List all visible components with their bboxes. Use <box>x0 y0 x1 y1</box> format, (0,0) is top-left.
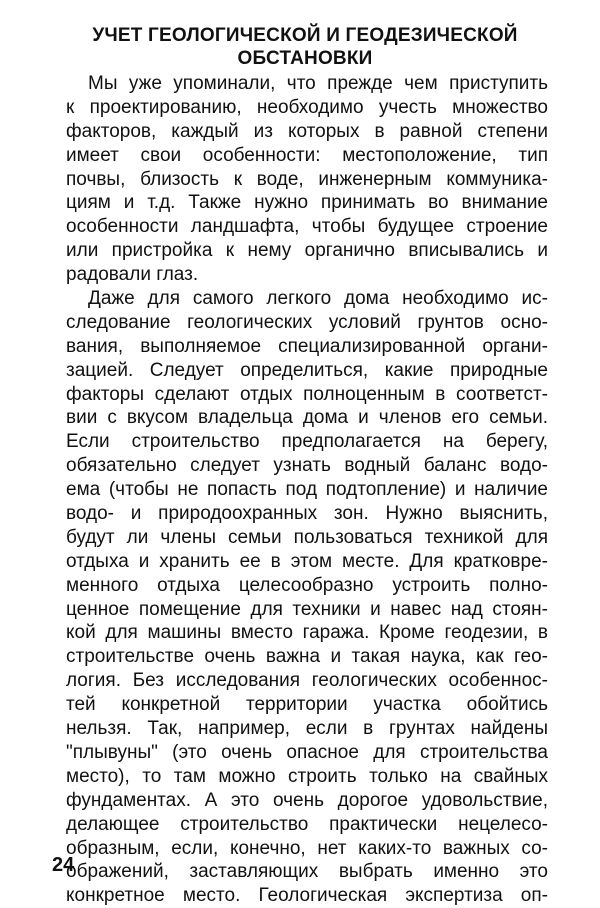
text-line: почвы, близость к воде, инженерным коммуника- <box>66 168 548 190</box>
body-text <box>66 72 548 908</box>
text-line: вания, выполняемое специализированной органи- <box>66 335 548 357</box>
text-line: вии с вкусом владельца дома и членов его семьи. <box>66 407 548 429</box>
text-line: факторов, каждый из которых в равной степени <box>66 120 548 142</box>
text-line: отдыха и хранить ее в этом месте. Для кратковре- <box>66 550 548 572</box>
text-line: "плывуны" (это очень опасное для строительства <box>66 741 548 763</box>
text-line: логия. Без исследования геологических особеннос- <box>66 670 548 692</box>
text-line: фундаментах. А это очень дорогое удовольствие, <box>66 789 548 811</box>
text-line: радовали глаз. <box>66 264 199 286</box>
text-line: факторы сделают отдых полноценным в соответст- <box>66 383 548 405</box>
heading-line: ОБСТАНОВКИ <box>237 48 373 69</box>
text-line: тей конкретной территории участка обойтись <box>66 694 548 716</box>
text-line: ображений, заставляющих выбрать именно это <box>66 861 548 883</box>
heading-line: УЧЕТ ГЕОЛОГИЧЕСКОЙ И ГЕОДЕЗИЧЕСКОЙ <box>92 25 518 46</box>
text-line: кой для машины вместо гаража. Кроме геодезии, в <box>66 622 548 644</box>
text-line: Даже для самого легкого дома необходимо ис- <box>88 288 548 310</box>
text-line: или пристройка к нему органично вписывались и <box>66 240 548 262</box>
text-line: особенности ландшафта, чтобы будущее строение <box>66 216 548 238</box>
text-line: делающее строительство практически нецелесо- <box>66 813 548 835</box>
text-line: место), то там можно строить только на свайных <box>66 765 548 787</box>
text-line: зацией. Следует определиться, какие природные <box>66 359 548 381</box>
text-line: нельзя. Так, например, если в грунтах найдены <box>66 718 548 740</box>
text-line: Если строительство предполагается на берегу, <box>66 431 548 453</box>
text-line: к проектированию, необходимо учесть множество <box>66 96 548 118</box>
text-line: конкретное место. Геологическая экспертиза оп- <box>66 885 548 907</box>
text-line: менного отдыха целесообразно устроить полно- <box>66 574 548 596</box>
text-line: Мы уже упоминали, что прежде чем приступить <box>88 73 548 94</box>
text-line: обязательно следует узнать водный баланс водо- <box>66 455 548 477</box>
text-line: водо- и природоохранных зон. Нужно выяснить, <box>66 503 548 525</box>
text-line: ценное помещение для техники и навес над стоян- <box>66 598 548 620</box>
text-line: ема (чтобы не попасть под подтопление) и наличие <box>66 479 548 501</box>
text-line: образным, если, конечно, нет каких-то важных со- <box>66 837 548 859</box>
text-line: циям и т.д. Также нужно принимать во внимание <box>66 192 548 214</box>
section-heading <box>60 24 550 70</box>
text-line: будут ли члены семьи пользоваться техникой для <box>66 526 548 548</box>
page-number: 24 <box>52 854 75 876</box>
text-line: следование геологических условий грунтов осно- <box>66 311 548 333</box>
text-line: строительстве очень важна и такая наука, как гео- <box>66 646 548 668</box>
text-line: имеет свои особенности: местоположение, тип <box>66 144 548 166</box>
